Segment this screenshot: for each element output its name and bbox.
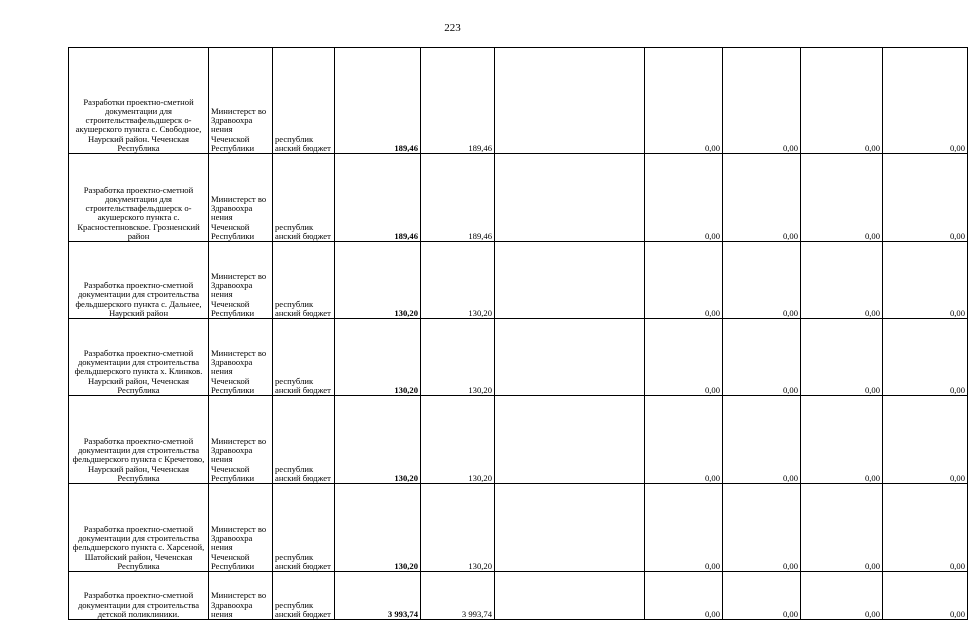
organization: Министерст во Здравоохра нения Чеченской Республики bbox=[209, 242, 273, 319]
value-col-1: 130,20 bbox=[421, 319, 495, 396]
funding-source: республик анский бюджет bbox=[273, 48, 335, 154]
item-name: Разработка проектно-сметной документации для строительства детской поликлиники. bbox=[69, 572, 209, 620]
organization: Министерст во Здравоохра нения Чеченской Республики bbox=[209, 484, 273, 572]
value-col-5: 0,00 bbox=[801, 572, 883, 620]
value-col-4: 0,00 bbox=[723, 396, 801, 484]
budget-table bbox=[68, 47, 968, 620]
value-col-5: 0,00 bbox=[801, 484, 883, 572]
value-col-6: 0,00 bbox=[883, 242, 968, 319]
value-col-2 bbox=[495, 572, 645, 620]
value-col-3: 0,00 bbox=[645, 319, 723, 396]
table-row bbox=[69, 154, 968, 242]
value-col-1: 130,20 bbox=[421, 484, 495, 572]
table-row bbox=[69, 48, 968, 154]
funding-source: республик анский бюджет bbox=[273, 242, 335, 319]
funding-source: республик анский бюджет bbox=[273, 319, 335, 396]
value-col-6: 0,00 bbox=[883, 154, 968, 242]
value-col-6: 0,00 bbox=[883, 48, 968, 154]
value-col-1: 3 993,74 bbox=[421, 572, 495, 620]
value-col-3: 0,00 bbox=[645, 154, 723, 242]
total-value: 130,20 bbox=[335, 396, 421, 484]
total-value: 130,20 bbox=[335, 242, 421, 319]
value-col-3: 0,00 bbox=[645, 484, 723, 572]
value-col-6: 0,00 bbox=[883, 396, 968, 484]
table-row bbox=[69, 484, 968, 572]
table-row bbox=[69, 396, 968, 484]
value-col-2 bbox=[495, 396, 645, 484]
value-col-2 bbox=[495, 154, 645, 242]
value-col-2 bbox=[495, 484, 645, 572]
value-col-3: 0,00 bbox=[645, 242, 723, 319]
value-col-6: 0,00 bbox=[883, 572, 968, 620]
value-col-3: 0,00 bbox=[645, 396, 723, 484]
value-col-1: 130,20 bbox=[421, 396, 495, 484]
table-row bbox=[69, 242, 968, 319]
page-number: 223 bbox=[444, 22, 461, 34]
value-col-5: 0,00 bbox=[801, 242, 883, 319]
item-name: Разработка проектно-сметной документации для строительства фельдшерского пункта с. Дальнее, Наурский район bbox=[69, 242, 209, 319]
funding-source: республик анский бюджет bbox=[273, 572, 335, 620]
value-col-4: 0,00 bbox=[723, 48, 801, 154]
value-col-2 bbox=[495, 242, 645, 319]
total-value: 130,20 bbox=[335, 484, 421, 572]
funding-source: республик анский бюджет bbox=[273, 154, 335, 242]
value-col-1: 189,46 bbox=[421, 48, 495, 154]
total-value: 189,46 bbox=[335, 154, 421, 242]
item-name: Разработки проектно-сметной документации для строительствафельдшерск о- акушерского пункта с. Свободное, Наурский район. Чеченская Республика bbox=[69, 48, 209, 154]
funding-source: республик анский бюджет bbox=[273, 484, 335, 572]
value-col-2 bbox=[495, 319, 645, 396]
organization: Министерст во Здравоохра нения Чеченской Республики bbox=[209, 48, 273, 154]
total-value: 189,46 bbox=[335, 48, 421, 154]
value-col-5: 0,00 bbox=[801, 396, 883, 484]
value-col-1: 130,20 bbox=[421, 242, 495, 319]
organization: Министерст во Здравоохра нения Чеченской Республики bbox=[209, 319, 273, 396]
item-name: Разработка проектно-сметной документации для строительства фельдшерского пункта с Кречетово, Наурский район, Чеченская Республика bbox=[69, 396, 209, 484]
value-col-4: 0,00 bbox=[723, 242, 801, 319]
value-col-5: 0,00 bbox=[801, 319, 883, 396]
value-col-1: 189,46 bbox=[421, 154, 495, 242]
value-col-6: 0,00 bbox=[883, 484, 968, 572]
table-row bbox=[69, 572, 968, 620]
value-col-4: 0,00 bbox=[723, 484, 801, 572]
value-col-2 bbox=[495, 48, 645, 154]
value-col-6: 0,00 bbox=[883, 319, 968, 396]
value-col-5: 0,00 bbox=[801, 48, 883, 154]
organization: Министерст во Здравоохра нения Чеченской Республики bbox=[209, 396, 273, 484]
organization: Министерст во Здравоохра нения Чеченской Республики bbox=[209, 154, 273, 242]
item-name: Разработка проектно-сметной документации для строительства фельдшерского пункта с. Харсеной, Шатойский район, Чеченская Республика bbox=[69, 484, 209, 572]
value-col-4: 0,00 bbox=[723, 154, 801, 242]
total-value: 130,20 bbox=[335, 319, 421, 396]
value-col-3: 0,00 bbox=[645, 48, 723, 154]
value-col-4: 0,00 bbox=[723, 319, 801, 396]
table-row bbox=[69, 319, 968, 396]
organization: Министерст во Здравоохра нения bbox=[209, 572, 273, 620]
item-name: Разработка проектно-сметной документации для строительствафельдшерск о- акушерского пункта с. Красностепновское. Грозненский район bbox=[69, 154, 209, 242]
funding-source: республик анский бюджет bbox=[273, 396, 335, 484]
total-value: 3 993,74 bbox=[335, 572, 421, 620]
item-name: Разработка проектно-сметной документации для строительства фельдшерского пункта х. Клинков. Наурский район, Чеченская Республика bbox=[69, 319, 209, 396]
value-col-3: 0,00 bbox=[645, 572, 723, 620]
value-col-4: 0,00 bbox=[723, 572, 801, 620]
value-col-5: 0,00 bbox=[801, 154, 883, 242]
